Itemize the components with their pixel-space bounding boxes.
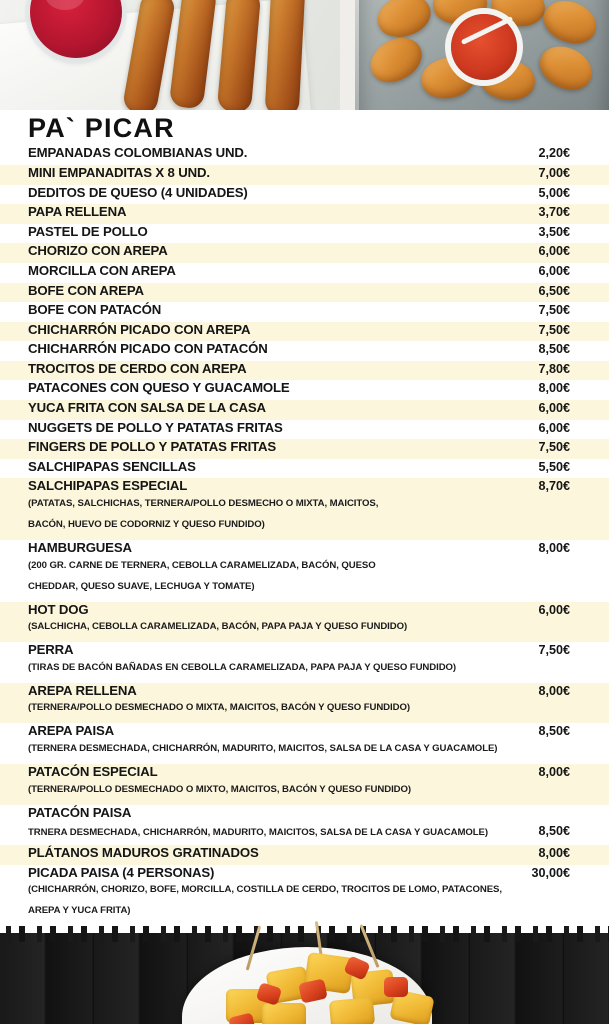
menu-item-name: NUGGETS DE POLLO Y PATATAS FRITAS — [28, 419, 283, 435]
menu-item-main — [28, 263, 570, 283]
menu-item-name: PATACÓN ESPECIAL — [28, 764, 158, 779]
menu-item-main — [28, 459, 570, 479]
menu-item-name: AREPA RELLENA — [28, 682, 137, 698]
menu-item-description — [28, 702, 570, 723]
menu-item-row — [0, 439, 609, 459]
menu-item-row — [0, 341, 609, 361]
menu-item-description — [28, 824, 570, 845]
menu-item-price: 8,00€ — [538, 765, 570, 779]
menu-item-row — [0, 204, 609, 224]
menu-item-name: SALCHIPAPAS SENCILLAS — [28, 458, 196, 474]
menu-item-name: FINGERS DE POLLO Y PATATAS FRITAS — [28, 439, 277, 455]
menu-item-price: 8,00€ — [538, 846, 570, 861]
menu-item-name: MINI EMPANADITAS X 8 UND. — [28, 164, 210, 180]
menu-item-price: 6,50€ — [538, 283, 570, 298]
tomato-sauce-chunk — [384, 977, 408, 997]
menu-item-row — [0, 459, 609, 479]
menu-item-name: HOT DOG — [28, 601, 89, 617]
menu-item-main — [28, 380, 570, 400]
menu-item-main — [28, 683, 570, 703]
menu-item-row — [0, 283, 609, 303]
menu-item-main — [28, 420, 570, 440]
menu-item-row — [0, 723, 609, 764]
menu-item-main — [28, 845, 570, 865]
bottom-photo-band — [0, 919, 609, 1024]
menu-item-main — [28, 764, 570, 784]
menu-item-description — [28, 662, 570, 683]
menu-item-price: 3,50€ — [538, 224, 570, 239]
menu-item-main — [28, 302, 570, 322]
menu-item-name: YUCA FRITA CON SALSA DE LA CASA — [28, 400, 266, 416]
menu-item-name: CHICHARRÓN PICADO CON PATACÓN — [28, 341, 268, 357]
menu-item-main — [28, 602, 570, 622]
potato-chunk — [329, 997, 375, 1024]
menu-item-price: 8,00€ — [538, 541, 570, 556]
menu-item-name: CHICHARRÓN PICADO CON AREPA — [28, 321, 251, 337]
menu-item-row — [0, 380, 609, 400]
menu-title: PA` PICAR — [28, 113, 175, 143]
menu-item-main — [28, 439, 570, 459]
menu-item-price: 3,70€ — [538, 205, 570, 220]
menu-item-row — [0, 683, 609, 724]
menu-item-price: 8,00€ — [538, 381, 570, 396]
empanadas-platter-photo — [355, 0, 609, 110]
menu-item-price: 8,50€ — [538, 824, 570, 839]
menu-item-main — [28, 341, 570, 361]
menu-item-row — [0, 478, 609, 540]
menu-item-price: 7,80€ — [538, 361, 570, 376]
menu-item-name: PICADA PAISA (4 PERSONAS) — [28, 864, 215, 880]
menu-item-description-line: AREPA Y YUCA FRITA) — [28, 905, 131, 917]
menu-item-price: 30,00€ — [531, 865, 570, 880]
menu-item-price: 7,50€ — [538, 322, 570, 337]
menu-item-description — [28, 519, 570, 540]
menu-item-name: MORCILLA CON AREPA — [28, 262, 176, 278]
menu-item-name: CHORIZO CON AREPA — [28, 243, 168, 259]
menu-item-name: PATACÓN PAISA — [28, 804, 132, 820]
menu-item-price: 2,20€ — [538, 146, 570, 161]
menu-item-row — [0, 263, 609, 283]
menu-item-price: 8,00€ — [538, 683, 570, 698]
menu-item-row — [0, 322, 609, 342]
menu-item-row — [0, 243, 609, 263]
menu-item-row — [0, 302, 609, 322]
menu-item-description-line: (PATATAS, SALCHICHAS, TERNERA/POLLO DESMECHO O MIXTA, MAICITOS, — [28, 498, 379, 510]
menu-item-description-line: CHEDDAR, QUESO SUAVE, LECHUGA Y TOMATE) — [28, 580, 255, 592]
menu-item-row — [0, 361, 609, 381]
menu-item-main — [28, 478, 570, 498]
menu-item-price: 5,00€ — [538, 185, 570, 200]
menu-item-main — [28, 283, 570, 303]
menu-item-row — [0, 224, 609, 244]
menu-item-name: TROCITOS DE CERDO CON AREPA — [28, 360, 247, 376]
menu-item-main — [28, 185, 570, 205]
menu-item-main — [28, 145, 570, 165]
potato-chunk — [262, 1003, 306, 1024]
menu-item-main — [28, 805, 570, 825]
menu-item-description — [28, 498, 570, 519]
menu-item-main — [28, 540, 570, 560]
menu-item-price: 6,00€ — [538, 401, 570, 416]
menu-item-row — [0, 642, 609, 683]
menu-item-price: 6,00€ — [538, 602, 570, 617]
menu-item-main — [28, 224, 570, 244]
menu-item-description — [28, 621, 570, 642]
menu-item-main — [28, 165, 570, 185]
menu-item-price: 6,00€ — [538, 420, 570, 435]
menu-item-name: PERRA — [28, 642, 74, 658]
cheese-stick — [265, 0, 306, 110]
menu-item-row — [0, 764, 609, 805]
menu-item-price: 6,00€ — [538, 263, 570, 278]
menu-item-price: 5,50€ — [538, 459, 570, 474]
menu-item-price: 8,50€ — [538, 342, 570, 357]
menu-item-price: 7,50€ — [538, 643, 570, 658]
menu-item-main — [28, 642, 570, 662]
fried-cheese-sticks-photo — [0, 0, 340, 110]
menu-item-description — [28, 784, 570, 805]
menu-item-name: DEDITOS DE QUESO (4 UNIDADES) — [28, 184, 248, 200]
menu-item-name: HAMBURGUESA — [28, 540, 132, 556]
menu-item-description-line: TRNERA DESMECHADA, CHICHARRÓN, MADURITO, MAICITOS, SALSA DE LA CASA Y GUACAMOLE) — [28, 827, 488, 839]
menu-item-row — [0, 400, 609, 420]
menu-item-price: 8,70€ — [538, 479, 570, 494]
menu-item-name: EMPANADAS COLOMBIANAS UND. — [28, 145, 248, 161]
menu-item-price: 7,00€ — [538, 165, 570, 180]
menu-item-list — [0, 145, 609, 926]
menu-item-row — [0, 165, 609, 185]
menu-item-description-line: (TERNERA/POLLO DESMECHADO O MIXTA, MAICITOS, BACÓN Y QUESO FUNDIDO) — [28, 702, 410, 714]
menu-item-name: BOFE CON PATACÓN — [28, 302, 162, 318]
menu-item-main — [28, 322, 570, 342]
menu-item-price: 6,00€ — [538, 244, 570, 259]
menu-item-row — [0, 540, 609, 602]
menu-item-description-line: (TERNERA DESMECHADA, CHICHARRÓN, MADURITO, MAICITOS, SALSA DE LA CASA Y GUACAMOLE) — [28, 743, 498, 754]
menu-item-main — [28, 361, 570, 381]
menu-item-row — [0, 602, 609, 643]
menu-item-description — [28, 581, 570, 602]
menu-item-row — [0, 145, 609, 165]
menu-item-row — [0, 805, 609, 846]
menu-item-description — [28, 743, 570, 764]
menu-item-row — [0, 420, 609, 440]
menu-item-name: PLÁTANOS MADUROS GRATINADOS — [28, 845, 259, 861]
menu-item-description-line: (TERNERA/POLLO DESMECHADO O MIXTO, MAICITOS, BACÓN Y QUESO FUNDIDO) — [28, 783, 412, 795]
menu-item-description-line: (200 GR. CARNE DE TERNERA, CEBOLLA CARAMELIZADA, BACÓN, QUESO — [28, 559, 376, 571]
menu-item-description-line: (TIRAS DE BACÓN BAÑADAS EN CEBOLLA CARAMELIZADA, PAPA PAJA Y QUESO FUNDIDO) — [28, 661, 457, 673]
menu-section — [0, 110, 609, 926]
menu-item-main — [28, 865, 570, 885]
menu-item-main — [28, 723, 570, 743]
menu-item-description — [28, 560, 570, 581]
top-photo-band — [0, 0, 609, 110]
menu-item-name: PAPA RELLENA — [28, 204, 127, 220]
menu-item-description-line: BACÓN, HUEVO DE CODORNIZ Y QUESO FUNDIDO) — [28, 519, 265, 531]
salsa-cup — [451, 14, 517, 80]
menu-item-name: PATACONES CON QUESO Y GUACAMOLE — [28, 380, 290, 396]
menu-item-description-line: (SALCHICHA, CEBOLLA CARAMELIZADA, BACÓN, PAPA PAJA Y QUESO FUNDIDO) — [28, 621, 408, 633]
menu-item-row — [0, 865, 609, 927]
menu-item-name: AREPA PAISA — [28, 723, 115, 739]
menu-item-name: PASTEL DE POLLO — [28, 223, 148, 239]
menu-item-main — [28, 204, 570, 224]
menu-item-description-line: (CHICHARRÓN, CHORIZO, BOFE, MORCILLA, COSTILLA DE CERDO, TROCITOS DE LOMO, PATACONES, — [28, 884, 502, 896]
menu-item-name: SALCHIPAPAS ESPECIAL — [28, 478, 188, 494]
menu-item-price: 7,50€ — [538, 440, 570, 455]
menu-item-price: 8,50€ — [538, 724, 570, 739]
menu-item-row — [0, 845, 609, 865]
menu-item-price: 7,50€ — [538, 303, 570, 318]
menu-item-main — [28, 400, 570, 420]
menu-item-row — [0, 185, 609, 205]
menu-item-description — [28, 884, 570, 905]
menu-item-name: BOFE CON AREPA — [28, 282, 144, 298]
menu-item-main — [28, 243, 570, 263]
